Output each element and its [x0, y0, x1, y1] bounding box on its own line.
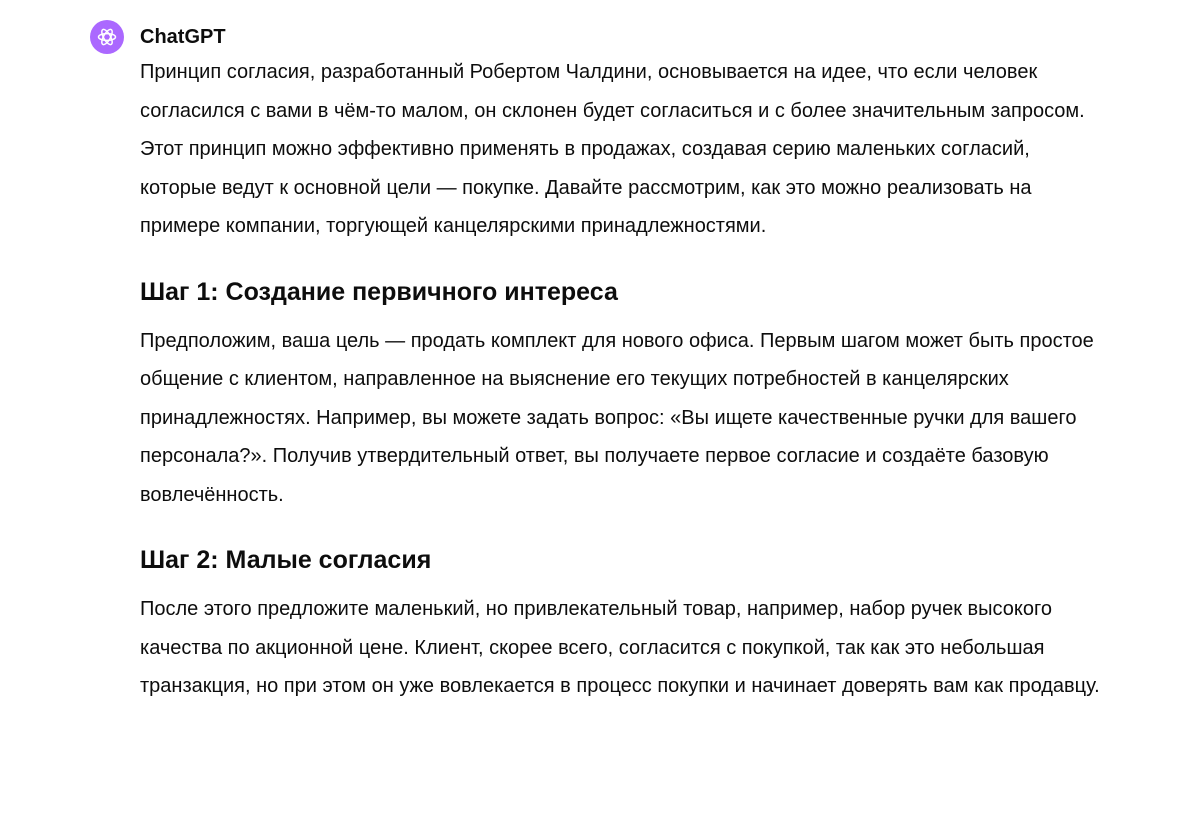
- message-content: [140, 53, 1100, 706]
- openai-logo-icon: [95, 25, 119, 49]
- section-paragraph: Предположим, ваша цель — продать комплект для нового офиса. Первым шагом может быть простое общение с клиентом, направленное на выяснение его текущих потребностей в канцелярских принадлежностях. Например, вы можете задать вопрос: «Вы ищете качественные ручки для вашего персонала?». Получив утвердительный ответ, вы получаете первое согласие и создаёте базовую вовлечённость.: [140, 329, 1094, 506]
- section-paragraph: После этого предложите маленький, но привлекательный товар, например, набор ручек высокого качества по акционной цене. Клиент, скорее всего, согласится с покупкой, так как это небольшая транзакция, но при этом он уже вовлекается в процесс покупки и начинает доверять вам как продавцу.: [140, 598, 1100, 697]
- author-name: ChatGPT: [140, 26, 226, 48]
- section-heading: Шаг 1: Создание первичного интереса: [140, 277, 618, 306]
- intro-paragraph: Принцип согласия, разработанный Робертом Чалдини, основывается на идее, что если человек согласился с вами в чём-то малом, он склонен будет согласиться и с более значительным запросом. Этот принцип можно эффективно применять в продажах, создавая серию маленьких согласий, которые ведут к основной цели — покупке. Давайте рассмотрим, как это можно реализовать на примере компании, торгующей канцелярскими принадлежностями.: [140, 61, 1085, 237]
- assistant-avatar: [90, 20, 124, 54]
- section-heading: Шаг 2: Малые согласия: [140, 546, 432, 574]
